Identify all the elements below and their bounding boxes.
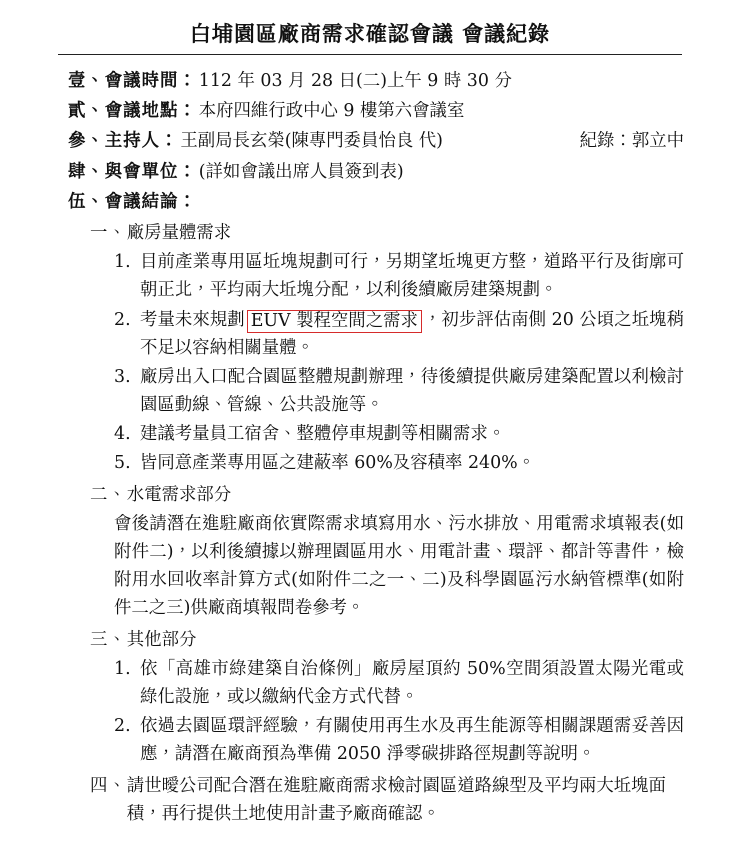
text-segment-before: 考量未來規劃	[140, 309, 245, 330]
list-item-marker: 2.	[114, 309, 131, 330]
list-item-text: 建議考量員工宿舍、整體停車規劃等相關需求。	[140, 424, 506, 445]
recorder-value: 紀錄：郭立中	[579, 131, 684, 152]
list-item-marker: 1.	[114, 658, 131, 679]
section-heading: 水電需求部分	[126, 484, 232, 505]
list-item	[68, 655, 684, 711]
list-item-marker: 1.	[114, 252, 131, 273]
list-item-marker: 4.	[114, 424, 131, 445]
list-item-marker: 2.	[114, 716, 131, 737]
list-item-text-highlighted	[140, 306, 684, 362]
attending-units-row	[68, 158, 684, 186]
section-marker: 四、	[90, 775, 127, 796]
section-paragraph: 會後請潛在進駐廠商依實際需求填寫用水、污水排放、用電需求填報表(如附件二)，以利後續據以辦理園區用水、用電計畫、環評、都計等書件，檢附用水回收率計算方式(如附件二之一、二)及科學園區污水納管標準(如附件二之三)供廠商填報問卷參考。	[114, 513, 684, 619]
list-item	[68, 306, 684, 362]
list-item	[68, 248, 684, 304]
list-item	[68, 420, 684, 448]
conclusion-section-3	[68, 626, 684, 654]
attending-units-label: 肆、與會單位：	[68, 161, 197, 182]
meeting-place-row	[68, 97, 684, 125]
conclusion-section-2	[68, 481, 684, 509]
section-heading: 廠房量體需求	[126, 222, 232, 243]
section-paragraph: 請世曖公司配合潛在進駐廠商需求檢討園區道路線型及平均兩大坵塊面積，再行提供土地使用計畫予廠商確認。	[126, 775, 666, 824]
list-item-text: 廠房出入口配合園區整體規劃辦理，待後續提供廠房建築配置以利檢討園區動線、管線、公共設施等。	[140, 366, 684, 416]
meeting-time-label: 壹、會議時間：	[68, 71, 197, 91]
meeting-place-value: 本府四維行政中心 9 樓第六會議室	[198, 101, 465, 122]
document-body	[22, 67, 718, 828]
section-heading: 其他部分	[126, 629, 197, 650]
meeting-time-row	[68, 67, 684, 95]
list-item-text: 皆同意產業專用區之建蔽率 60%及容積率 240%。	[140, 453, 536, 474]
chairperson-value: 王副局長玄榮(陳專門委員怡良 代)	[180, 131, 443, 152]
chairperson-label: 參、主持人：	[68, 131, 179, 152]
meeting-time-value: 112 年 03 月 28 日(二)上午 9 時 30 分	[198, 71, 512, 91]
conclusion-section-1	[68, 219, 684, 247]
list-item	[68, 449, 684, 477]
section-marker: 三、	[90, 629, 127, 650]
attending-units-value: (詳如會議出席人員簽到表)	[198, 161, 404, 182]
page-title: 白埔園區廠商需求確認會議 會議紀錄	[189, 21, 551, 46]
list-item-text: 依「高雄市綠建築自治條例」廠房屋頂約 50%空間須設置太陽光電或綠化設施，或以繳納代金方式代替。	[140, 658, 684, 707]
section-marker: 一、	[90, 222, 127, 243]
list-item-marker: 5.	[114, 453, 131, 474]
section-marker: 二、	[90, 484, 127, 505]
list-item	[68, 712, 684, 768]
conclusion-section-4	[68, 772, 684, 828]
list-item	[68, 363, 684, 419]
chairperson-row	[68, 127, 684, 155]
list-item-marker: 3.	[114, 366, 131, 387]
title-divider	[58, 54, 682, 55]
text-segment-after: ，初步評估南側 20 公頃之坵塊稍不足以容納相關量體。	[140, 309, 684, 358]
conclusion-label: 伍、會議結論：	[68, 191, 197, 212]
list-item-text: 依過去園區環評經驗，有關使用再生水及再生能源等相關課題需妥善因應，請潛在廠商預為準備 2050 淨零碳排路徑規劃等說明。	[140, 716, 684, 765]
highlight-annotation: EUV 製程空間之需求	[247, 310, 422, 334]
list-item-text: 目前產業專用區坵塊規劃可行，另期望坵塊更方整，道路平行及街廓可朝正北，平均兩大坵塊分配，以利後續廠房建築規劃。	[140, 252, 684, 301]
meeting-place-label: 貳、會議地點：	[68, 101, 197, 122]
